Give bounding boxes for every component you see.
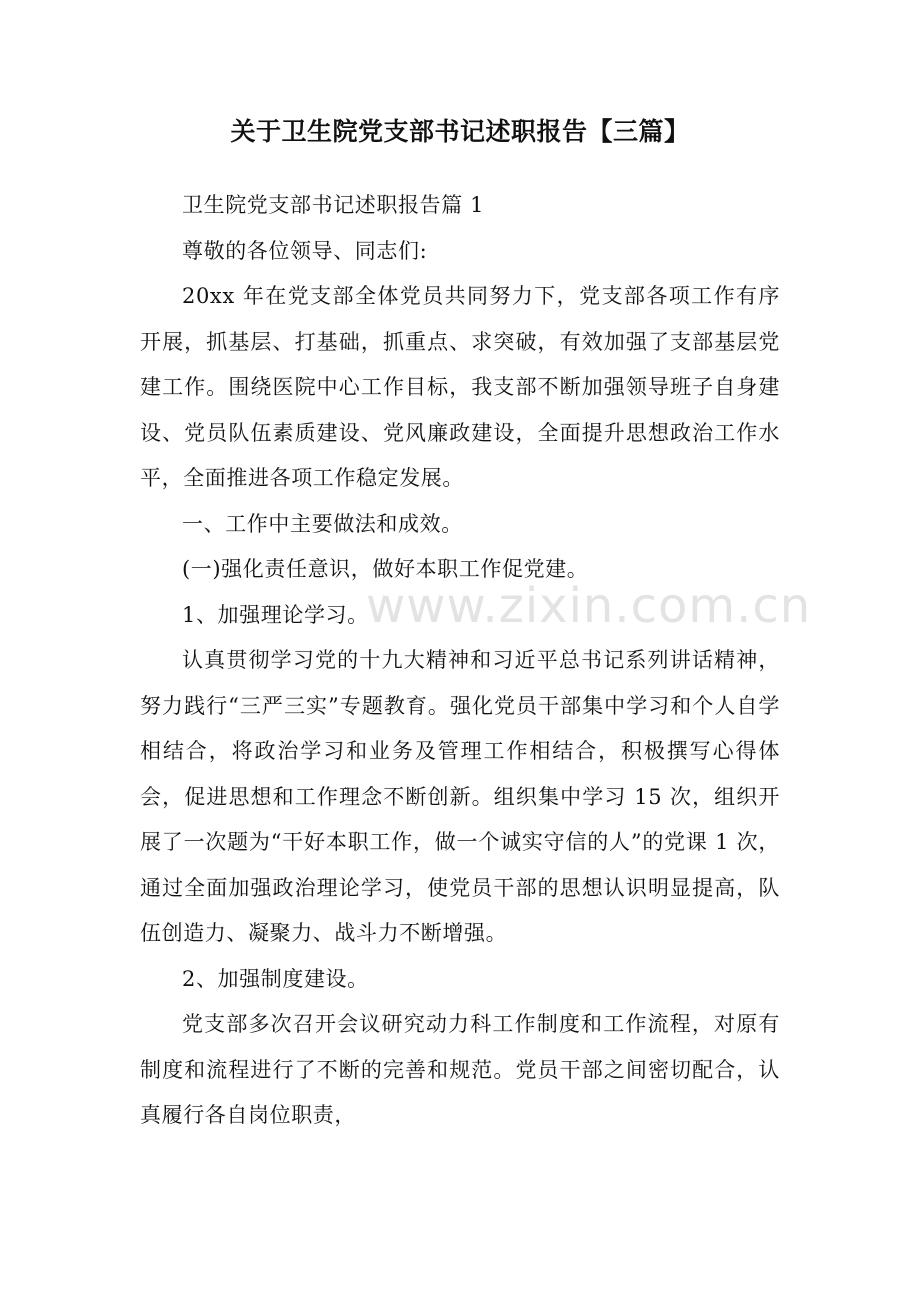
subheading-responsibility: (一)强化责任意识，做好本职工作促党建。 <box>182 557 589 581</box>
item-theory-study: 1、加强理论学习。 <box>182 602 369 627</box>
section-heading-part-1: 卫生院党支部书记述职报告篇 1 <box>182 193 485 217</box>
item-system-building: 2、加强制度建设。 <box>182 966 369 991</box>
heading-main-practices: 一、工作中主要做法和成效。 <box>182 511 463 536</box>
intro-paragraph: 20xx 年在党支部全体党员共同努力下，党支部各项工作有序开展，抓基层、打基础，抓重点、求突破，有效加强了支部基层党建工作。围绕医院中心工作目标，我支部不断加强领导班子自身建设、党员队伍素质建设、党风廉政建设，全面提升思想政治工作水平，全面推进各项工作稳定发展。 <box>140 284 780 490</box>
document-title: 关于卫生院党支部书记述职报告【三篇】 <box>230 117 690 146</box>
theory-study-paragraph: 认真贯彻学习党的十九大精神和习近平总书记系列讲话精神，努力践行“三严三实”专题教育。强化党员干部集中学习和个人自学相结合，将政治学习和业务及管理工作相结合，积极撰写心得体会，促进思想和工作理念不断创新。组织集中学习 15 次，组织开展了一次题为“干好本职工作，做一个诚实守信的人”的党课 1 次，通过全面加强政治理论学习，使党员干部的思想认识明显提高，队伍创造力、凝聚力、战斗力不断增强。 <box>140 648 780 945</box>
salutation: 尊敬的各位领导、同志们: <box>182 238 428 263</box>
document-body <box>140 183 780 1139</box>
system-building-paragraph: 党支部多次召开会议研究动力科工作制度和工作流程，对原有制度和流程进行了不断的完善和规范。党员干部之间密切配合，认真履行各自岗位职责， <box>140 1012 780 1127</box>
watermark: www.zixin.com.cn <box>366 578 812 634</box>
